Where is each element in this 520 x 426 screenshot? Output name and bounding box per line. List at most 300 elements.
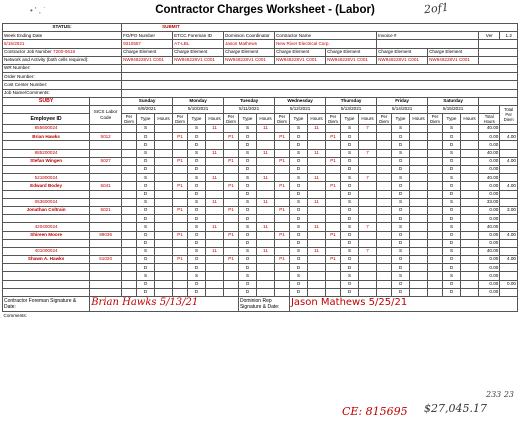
charge-element-label: Charge Element [377,48,428,56]
blank[interactable] [308,215,326,223]
blank[interactable] [155,157,173,165]
hours-value[interactable] [461,272,479,280]
hours-value[interactable] [155,223,173,231]
sics-code[interactable]: 51020 [90,256,122,264]
type-code: S [391,198,409,206]
blank[interactable] [206,288,224,296]
blank[interactable] [359,141,377,149]
hours-value[interactable]: 7 [359,125,377,133]
hours-value[interactable]: 7 [359,223,377,231]
blank[interactable] [257,264,275,272]
order-number-label: Order Number: [3,73,122,81]
sics-code[interactable]: 5027 [90,157,122,165]
blank[interactable] [461,206,479,214]
employee-name[interactable]: Brian Hawks [3,133,90,141]
type-code: S [391,272,409,280]
per-diem-value[interactable]: P1 [173,206,188,214]
blank[interactable] [257,288,275,296]
hours-value[interactable]: 11 [308,247,326,255]
hours-value[interactable] [410,272,428,280]
type-code: S [187,198,205,206]
blank[interactable] [257,141,275,149]
blank[interactable] [410,239,428,247]
per-diem-header: Per Diem [275,114,290,125]
per-diem-value[interactable] [377,206,392,214]
type-code: D [136,264,154,272]
type-code: D [340,190,358,198]
per-diem-value[interactable]: P1 [173,157,188,165]
per-diem-value[interactable] [122,157,137,165]
hours-value[interactable] [257,272,275,280]
blank [173,272,188,280]
hours-value[interactable]: 11 [308,198,326,206]
blank[interactable] [359,280,377,288]
employee-name[interactable]: Jonathan Coltrain [3,206,90,214]
blank[interactable] [461,280,479,288]
hours-value[interactable] [155,174,173,182]
blank[interactable] [461,215,479,223]
per-diem-value[interactable] [122,182,137,190]
blank[interactable] [308,206,326,214]
per-diem-value[interactable] [377,182,392,190]
blank[interactable] [206,264,224,272]
blank[interactable] [410,133,428,141]
employee-row [3,133,518,141]
per-diem-value[interactable] [428,182,443,190]
type-code: S [289,125,307,133]
per-diem-value[interactable] [428,133,443,141]
week-ending-value[interactable]: 5/15/2021 [3,40,122,48]
type-code: D [187,215,205,223]
per-diem-value[interactable] [428,280,443,288]
per-diem-value[interactable]: P1 [275,133,290,141]
hours-value[interactable]: 7 [359,149,377,157]
sics-code[interactable]: 5012 [90,133,122,141]
hours-value[interactable]: 11 [206,247,224,255]
network-activity-cell[interactable] [224,56,275,64]
blank[interactable] [461,190,479,198]
total-per-diem-value: 3.00 [500,206,518,214]
hours-value[interactable]: 11 [257,198,275,206]
per-diem-value[interactable] [428,231,443,239]
type-code: S [391,149,409,157]
hours-value[interactable] [155,247,173,255]
blank[interactable] [359,288,377,296]
blank[interactable] [122,64,518,72]
network-activity-cell[interactable] [377,56,428,64]
blank[interactable] [359,215,377,223]
per-diem-value[interactable]: P1 [275,231,290,239]
employee-id[interactable]: 855600024 [3,125,90,133]
employee-row [3,231,518,239]
blank[interactable] [155,206,173,214]
per-diem-value[interactable] [428,206,443,214]
status-label: STATUS: [3,24,122,32]
blank[interactable] [461,231,479,239]
hours-value[interactable]: 11 [257,149,275,157]
hours-value[interactable]: 11 [257,125,275,133]
blank[interactable] [155,288,173,296]
hours-value[interactable]: 11 [257,247,275,255]
sics-code[interactable]: 5041 [90,182,122,190]
blank [428,223,443,231]
blank[interactable] [206,182,224,190]
per-diem-value[interactable]: P1 [224,133,239,141]
blank [90,141,122,149]
blank[interactable] [206,215,224,223]
hours-value[interactable]: 11 [308,125,326,133]
per-diem-value[interactable]: P1 [173,256,188,264]
blank[interactable] [410,215,428,223]
blank[interactable] [410,264,428,272]
per-diem-value[interactable] [326,206,341,214]
blank[interactable] [461,182,479,190]
blank [428,190,443,198]
contractor-name-value[interactable]: New River Electrical Corp. [275,40,377,48]
blank[interactable] [257,280,275,288]
blank[interactable] [155,239,173,247]
sics-code[interactable] [90,280,122,288]
network-activity-cell[interactable] [326,56,377,64]
blank[interactable] [155,141,173,149]
hours-value[interactable] [155,149,173,157]
employee-id[interactable]: 063600024 [3,198,90,206]
type-code: D [340,215,358,223]
hours-value[interactable] [410,149,428,157]
hours-value[interactable]: 11 [257,223,275,231]
blank[interactable] [410,231,428,239]
blank[interactable] [257,182,275,190]
etcc-value[interactable]: A7-LBL [173,40,224,48]
blank[interactable] [206,280,224,288]
blank[interactable] [257,133,275,141]
per-diem-value[interactable]: P1 [224,256,239,264]
hours-value[interactable] [461,174,479,182]
charge-element-label: Charge Element [122,48,173,56]
blank[interactable] [359,157,377,165]
blank[interactable] [359,182,377,190]
type-code: O [289,182,307,190]
foreman-signature[interactable] [90,297,239,312]
total-per-diem-value: 4.00 [500,133,518,141]
blank[interactable] [257,231,275,239]
per-diem-value[interactable]: P1 [224,206,239,214]
blank[interactable] [308,166,326,174]
blank [326,198,341,206]
type-header: Type [391,114,409,125]
blank[interactable] [410,166,428,174]
blank[interactable] [461,157,479,165]
blank[interactable] [122,73,518,81]
sics-code[interactable]: 99036 [90,231,122,239]
blank[interactable] [410,256,428,264]
per-diem-value[interactable]: P1 [275,256,290,264]
charge-element-label: Charge Element [428,48,479,56]
per-diem-value[interactable]: P1 [224,231,239,239]
sics-code[interactable]: 5021 [90,206,122,214]
blank[interactable] [308,133,326,141]
network-activity-cell[interactable] [428,56,479,64]
network-activity-cell[interactable] [275,56,326,64]
hours-value[interactable] [308,272,326,280]
per-diem-value[interactable] [122,231,137,239]
blank[interactable] [155,133,173,141]
hours-header: Hours [410,114,428,125]
blank [500,125,518,133]
hours-value[interactable] [155,198,173,206]
network-activity-cell[interactable] [122,56,173,64]
employee-name[interactable] [3,280,90,288]
hours-value[interactable] [359,198,377,206]
hours-value[interactable] [155,272,173,280]
hours-value[interactable]: 11 [206,149,224,157]
blank[interactable] [461,141,479,149]
blank [326,247,341,255]
blank[interactable] [359,231,377,239]
per-diem-value[interactable]: P1 [326,157,341,165]
hours-value[interactable] [410,223,428,231]
blank[interactable] [359,166,377,174]
hours-value[interactable]: 11 [308,174,326,182]
invoice-value[interactable] [377,40,479,48]
fo-po-value[interactable]: 9310557 [122,40,173,48]
per-diem-value[interactable]: P1 [326,256,341,264]
per-diem-value[interactable] [122,256,137,264]
per-diem-value[interactable] [428,157,443,165]
dominion-signature[interactable] [289,297,517,312]
employee-id[interactable]: 401000024 [3,247,90,255]
blank[interactable] [308,239,326,247]
blank [173,215,188,223]
employee-id[interactable]: 521900024 [3,174,90,182]
blank[interactable] [257,239,275,247]
handwritten-page-note: 2of1 [423,0,450,17]
per-diem-value[interactable]: P1 [173,231,188,239]
blank[interactable] [257,166,275,174]
per-diem-value[interactable]: P1 [224,157,239,165]
blank[interactable] [308,182,326,190]
blank[interactable] [461,256,479,264]
blank[interactable] [410,206,428,214]
hours-value[interactable] [359,272,377,280]
hours-value[interactable] [410,198,428,206]
blank[interactable] [461,264,479,272]
blank[interactable] [155,182,173,190]
blank[interactable] [155,256,173,264]
type-code: O [340,133,358,141]
blank [90,272,122,280]
blank[interactable] [206,141,224,149]
blank[interactable] [206,231,224,239]
per-diem-value[interactable] [377,231,392,239]
total-per-diem-value: 4.00 [500,182,518,190]
blank[interactable] [206,239,224,247]
per-diem-value[interactable]: P1 [173,133,188,141]
blank[interactable] [359,190,377,198]
blank[interactable] [308,231,326,239]
blank[interactable] [206,166,224,174]
type-code: D [289,166,307,174]
blank [479,97,518,105]
hours-value[interactable] [206,272,224,280]
blank[interactable] [410,157,428,165]
hours-value[interactable]: 11 [206,125,224,133]
per-diem-value[interactable]: P1 [326,182,341,190]
employee-row [3,206,518,214]
hours-value[interactable] [461,149,479,157]
blank[interactable] [206,256,224,264]
per-diem-value[interactable] [122,133,137,141]
per-diem-value[interactable]: P1 [275,182,290,190]
hours-value[interactable] [461,223,479,231]
hours-value[interactable]: 11 [206,174,224,182]
blank[interactable] [155,215,173,223]
per-diem-header: Per Diem [224,114,239,125]
blank[interactable] [308,280,326,288]
blank[interactable] [359,264,377,272]
blank[interactable] [461,133,479,141]
blank[interactable] [206,190,224,198]
employee-name[interactable]: Stefan Wingen [3,157,90,165]
blank[interactable] [257,190,275,198]
blank[interactable] [206,157,224,165]
blank[interactable] [155,231,173,239]
hours-value[interactable] [410,174,428,182]
blank[interactable] [359,239,377,247]
blank[interactable] [461,166,479,174]
blank[interactable] [122,81,518,89]
blank[interactable] [308,141,326,149]
blank[interactable] [461,288,479,296]
type-code: D [136,239,154,247]
hours-value[interactable] [461,247,479,255]
blank[interactable] [122,89,518,97]
job-number-value[interactable]: 7200-0618 [53,48,75,54]
blank[interactable] [206,206,224,214]
network-activity-cell[interactable] [173,56,224,64]
blank [479,105,500,113]
employee-id[interactable]: 885200024 [3,149,90,157]
hours-value[interactable]: 11 [308,223,326,231]
hours-value[interactable] [461,125,479,133]
blank[interactable] [359,256,377,264]
blank[interactable] [155,166,173,174]
type-code: D [238,190,256,198]
per-diem-value[interactable] [122,206,137,214]
blank[interactable] [410,190,428,198]
hours-value[interactable] [410,125,428,133]
per-diem-value[interactable] [275,280,290,288]
employee-id[interactable] [3,272,90,280]
dominion-signature-label: Dominion Rep Signature & Date: [238,297,289,312]
scan-dots: • ' , ˙ [30,6,46,15]
employee-name[interactable]: Edward Bodey [3,182,90,190]
per-diem-value[interactable] [377,256,392,264]
blank[interactable] [308,256,326,264]
blank[interactable] [257,215,275,223]
employee-name[interactable]: Shawn A. Hawks [3,256,90,264]
blank[interactable] [155,264,173,272]
hours-value[interactable]: 11 [206,198,224,206]
blank [224,141,239,149]
hours-value[interactable]: 7 [359,247,377,255]
employee-id[interactable]: 420400024 [3,223,90,231]
blank[interactable] [308,264,326,272]
type-header: Type [442,114,460,125]
per-diem-header: Per Diem [122,114,137,125]
per-diem-value[interactable]: P1 [275,206,290,214]
blank [500,174,518,182]
per-diem-value[interactable]: P1 [224,182,239,190]
hours-value[interactable] [155,125,173,133]
per-diem-value[interactable] [224,280,239,288]
blank[interactable] [206,133,224,141]
dominion-coordinator-value[interactable]: Jason Mathews [224,40,275,48]
hours-value[interactable]: 11 [308,149,326,157]
type-code: D [289,239,307,247]
per-diem-value[interactable]: P1 [326,231,341,239]
blank[interactable] [359,206,377,214]
blank[interactable] [257,206,275,214]
blank [428,272,443,280]
type-code: O [340,256,358,264]
hours-value[interactable]: 7 [359,174,377,182]
blank[interactable] [359,133,377,141]
hours-value[interactable] [461,198,479,206]
blank[interactable] [410,141,428,149]
blank[interactable] [155,190,173,198]
blank [428,247,443,255]
foreman-signature-value: Brian Hawks 5/13/21 [91,297,199,309]
type-code: S [289,247,307,255]
per-diem-value[interactable] [377,280,392,288]
type-code: D [238,215,256,223]
type-code: O [238,280,256,288]
blank[interactable] [308,288,326,296]
blank[interactable] [410,288,428,296]
per-diem-value[interactable] [173,280,188,288]
per-diem-value[interactable] [326,280,341,288]
day-date: 5/13/2021 [326,105,377,113]
hours-value[interactable] [410,247,428,255]
per-diem-value[interactable]: P1 [275,157,290,165]
blank [275,190,290,198]
blank[interactable] [308,157,326,165]
blank[interactable] [257,157,275,165]
blank[interactable] [410,182,428,190]
employee-name[interactable]: Shireen Moore [3,231,90,239]
blank [500,264,518,272]
blank[interactable] [257,256,275,264]
per-diem-value[interactable] [377,133,392,141]
blank[interactable] [461,239,479,247]
blank[interactable] [308,190,326,198]
hours-value[interactable]: 11 [257,174,275,182]
type-code: D [289,190,307,198]
total-hours-value: 40.00 [479,149,500,157]
blank[interactable] [155,280,173,288]
hours-value[interactable]: 11 [206,223,224,231]
per-diem-value[interactable] [122,280,137,288]
per-diem-value[interactable]: P1 [173,182,188,190]
per-diem-value[interactable] [377,157,392,165]
per-diem-value[interactable]: P1 [326,133,341,141]
total-hours-value: 0.00 [479,239,500,247]
per-diem-value[interactable] [428,256,443,264]
hours-header: Hours [257,114,275,125]
blank [90,223,122,231]
blank[interactable] [410,280,428,288]
